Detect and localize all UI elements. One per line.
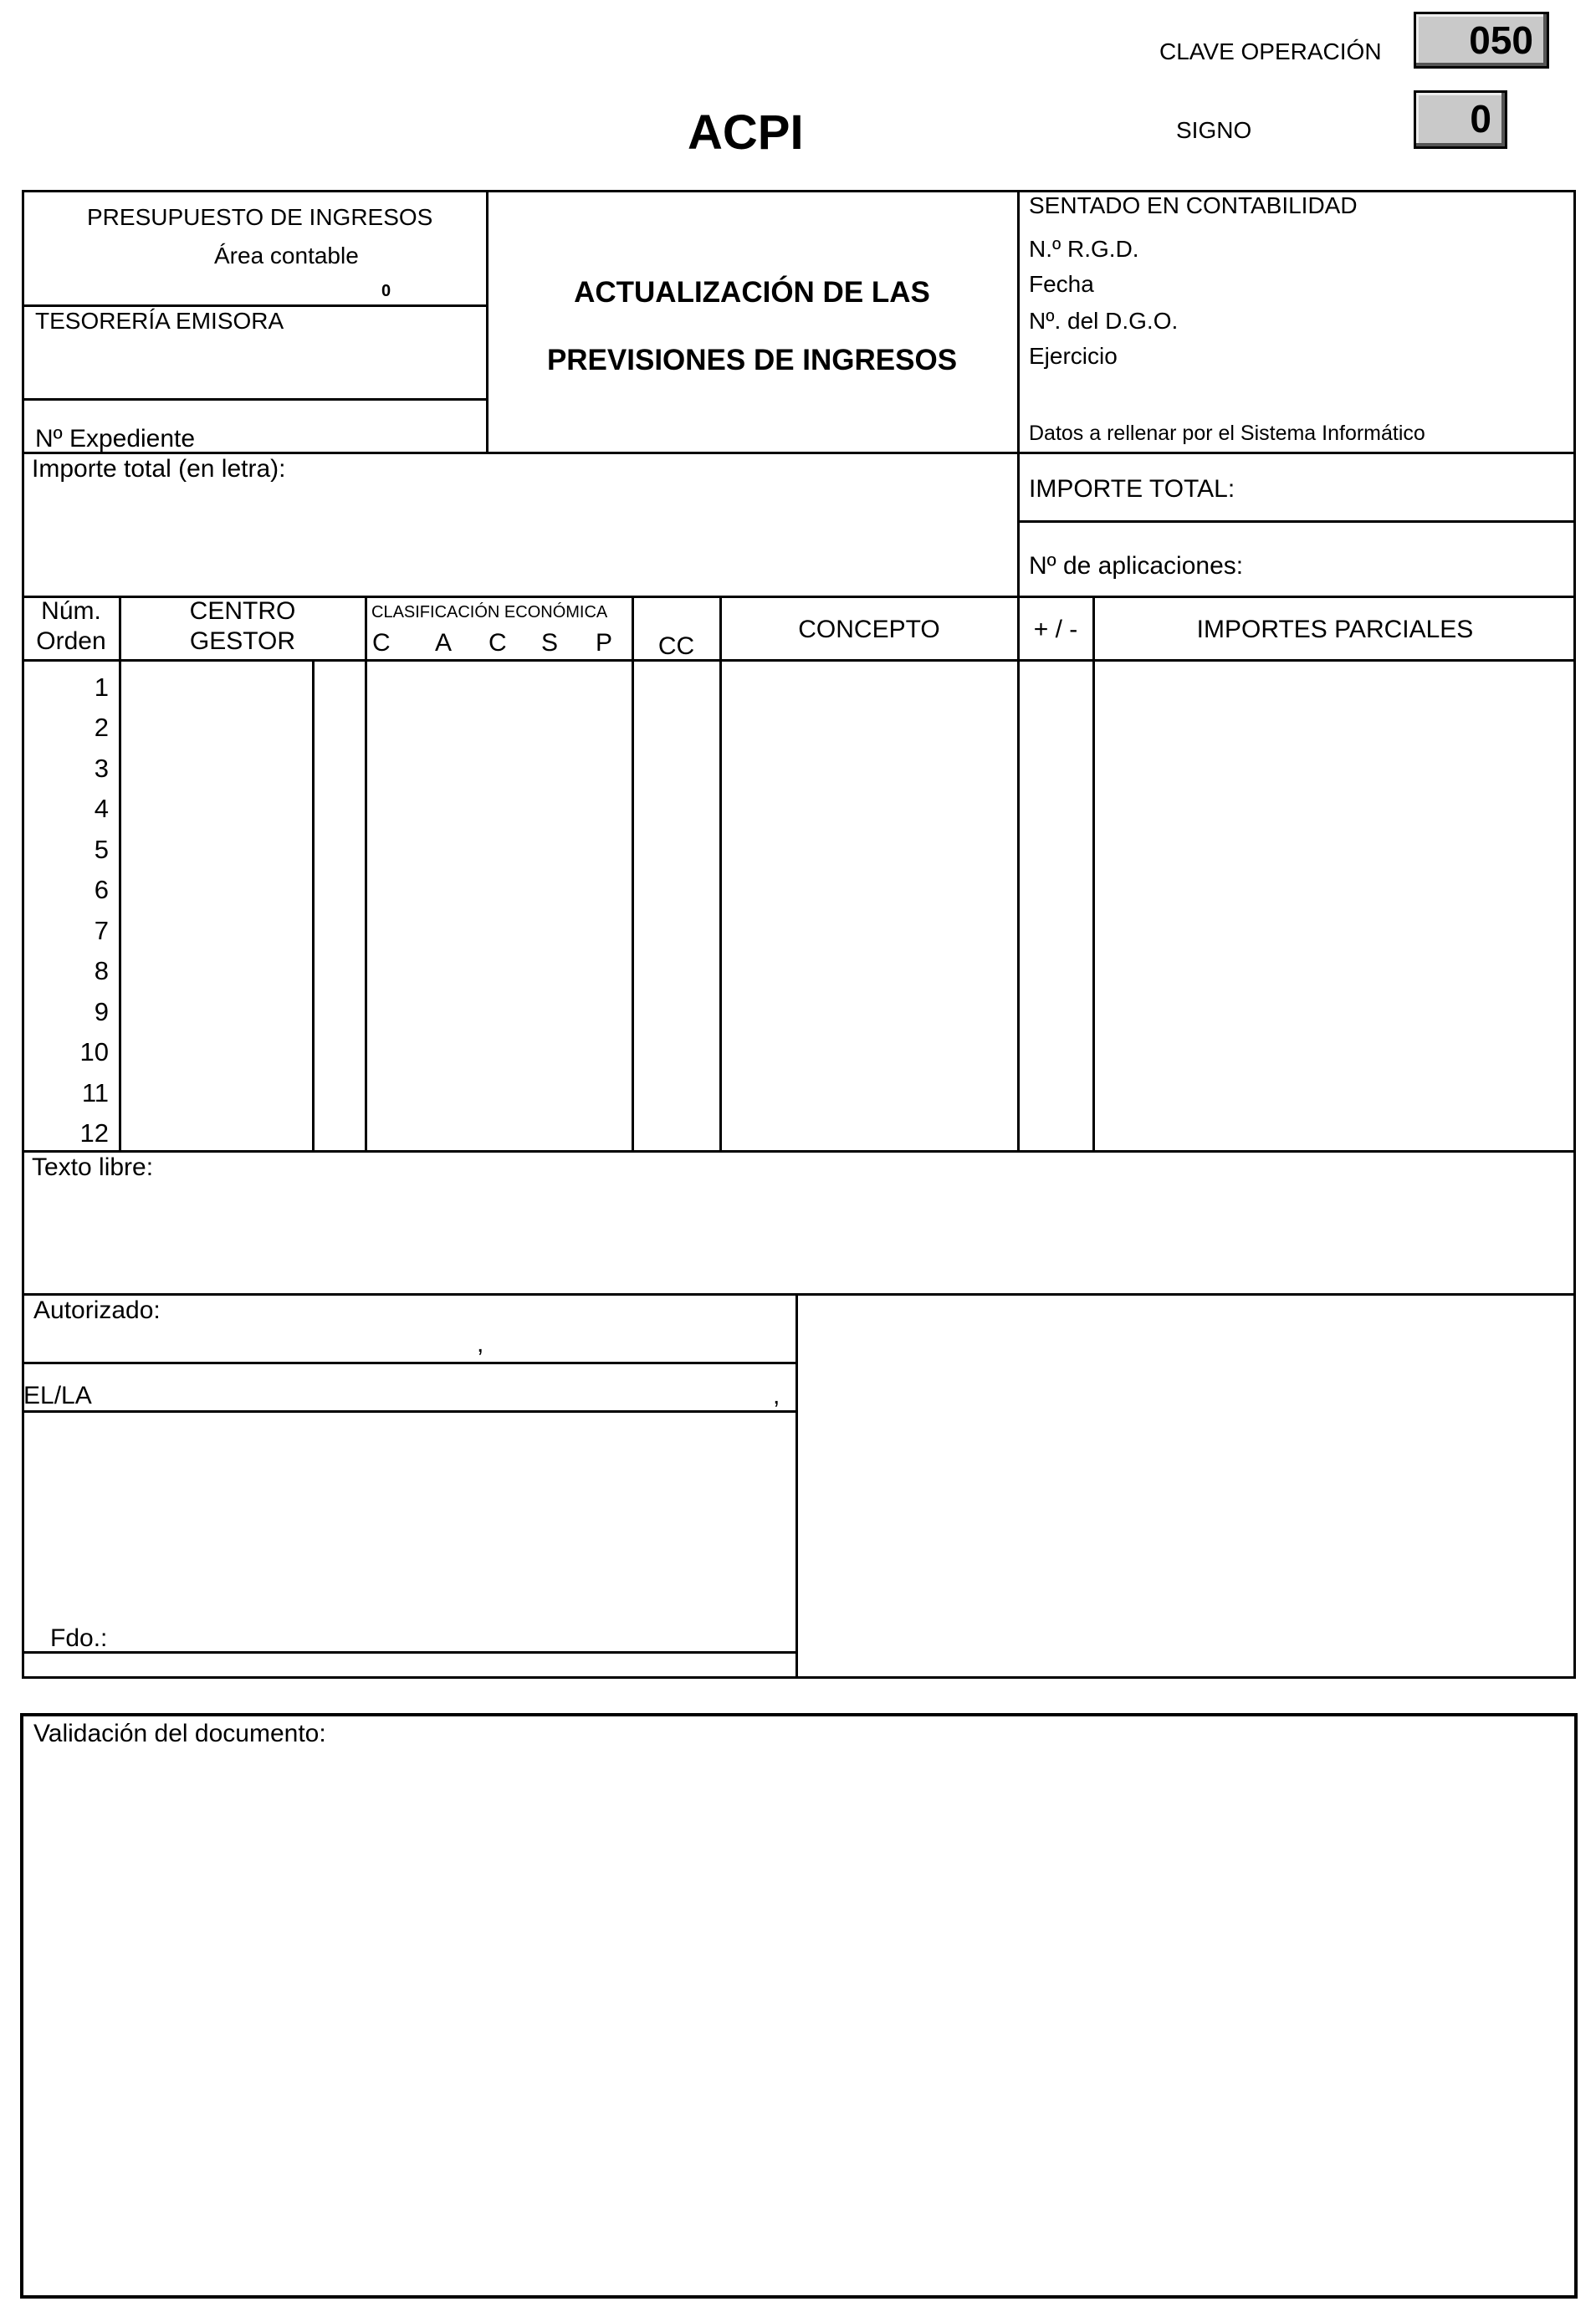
row-number: 10 xyxy=(79,1037,109,1066)
clas-col-c2: C xyxy=(489,629,507,657)
presupuesto-label: PRESUPUESTO DE INGRESOS xyxy=(87,204,433,230)
num-orden-header-2: Orden xyxy=(36,627,106,655)
form-code: ACPI xyxy=(688,105,804,160)
row-number: 3 xyxy=(94,754,109,783)
form-title-line2: PREVISIONES DE INGRESOS xyxy=(546,344,958,376)
fecha-label: Fecha xyxy=(1029,271,1094,297)
signo-header: + / - xyxy=(1033,616,1078,643)
row-number: 6 xyxy=(94,875,109,904)
clas-col-c1: C xyxy=(372,629,391,657)
row-number: 7 xyxy=(94,916,109,945)
row-number: 5 xyxy=(94,835,109,864)
ejercicio-label: Ejercicio xyxy=(1029,343,1118,369)
fdo-label: Fdo.: xyxy=(50,1624,108,1652)
aplicaciones-label: Nº de aplicaciones: xyxy=(1029,552,1244,580)
main-form xyxy=(22,190,1576,1679)
el-la-label: EL/LA xyxy=(23,1382,92,1409)
area-contable-value: 0 xyxy=(381,282,391,300)
clave-operacion-label: CLAVE OPERACIÓN xyxy=(1159,38,1382,64)
area-contable-label: Área contable xyxy=(214,243,359,269)
centro-gestor-header-1: CENTRO xyxy=(189,597,296,625)
row-number: 4 xyxy=(94,794,109,823)
sistema-informatico-note: Datos a rellenar por el Sistema Informático xyxy=(1029,422,1425,445)
importe-letra-label: Importe total (en letra): xyxy=(32,455,286,483)
importe-total-label: IMPORTE TOTAL: xyxy=(1029,475,1235,503)
centro-gestor-header-2: GESTOR xyxy=(189,627,296,655)
autorizado-comma: , xyxy=(477,1330,484,1358)
signo-value: 0 xyxy=(1414,90,1507,149)
autorizado-label: Autorizado: xyxy=(33,1297,161,1324)
clasificacion-header: CLASIFICACIÓN ECONÓMICA xyxy=(371,603,608,621)
concepto-header: CONCEPTO xyxy=(798,616,940,643)
clas-col-s: S xyxy=(541,629,559,657)
cc-header: CC xyxy=(657,632,695,660)
dgo-label: Nº. del D.G.O. xyxy=(1029,308,1179,334)
num-orden-header-1: Núm. xyxy=(41,597,101,625)
validacion-box xyxy=(20,1713,1578,2299)
row-number: 8 xyxy=(94,956,109,985)
importes-parciales-header: IMPORTES PARCIALES xyxy=(1196,616,1474,643)
row-number: 1 xyxy=(94,673,109,702)
expediente-label: Nº Expediente xyxy=(35,425,196,453)
row-number: 12 xyxy=(79,1118,109,1148)
texto-libre-label: Texto libre: xyxy=(32,1153,154,1181)
tesoreria-emisora-label: TESORERÍA EMISORA xyxy=(35,308,284,334)
clas-col-a: A xyxy=(435,629,453,657)
el-la-comma: , xyxy=(773,1382,780,1409)
clas-col-p: P xyxy=(596,629,613,657)
row-number: 2 xyxy=(94,713,109,742)
row-number: 11 xyxy=(81,1078,109,1107)
signo-label: SIGNO xyxy=(1176,117,1252,143)
clave-operacion-value: 050 xyxy=(1414,12,1549,69)
row-number: 9 xyxy=(94,997,109,1026)
validacion-label: Validación del documento: xyxy=(33,1720,326,1747)
contabilidad-heading: SENTADO EN CONTABILIDAD xyxy=(1029,192,1358,218)
form-title-line1: ACTUALIZACIÓN DE LAS xyxy=(574,276,930,309)
rgd-label: N.º R.G.D. xyxy=(1029,236,1139,262)
